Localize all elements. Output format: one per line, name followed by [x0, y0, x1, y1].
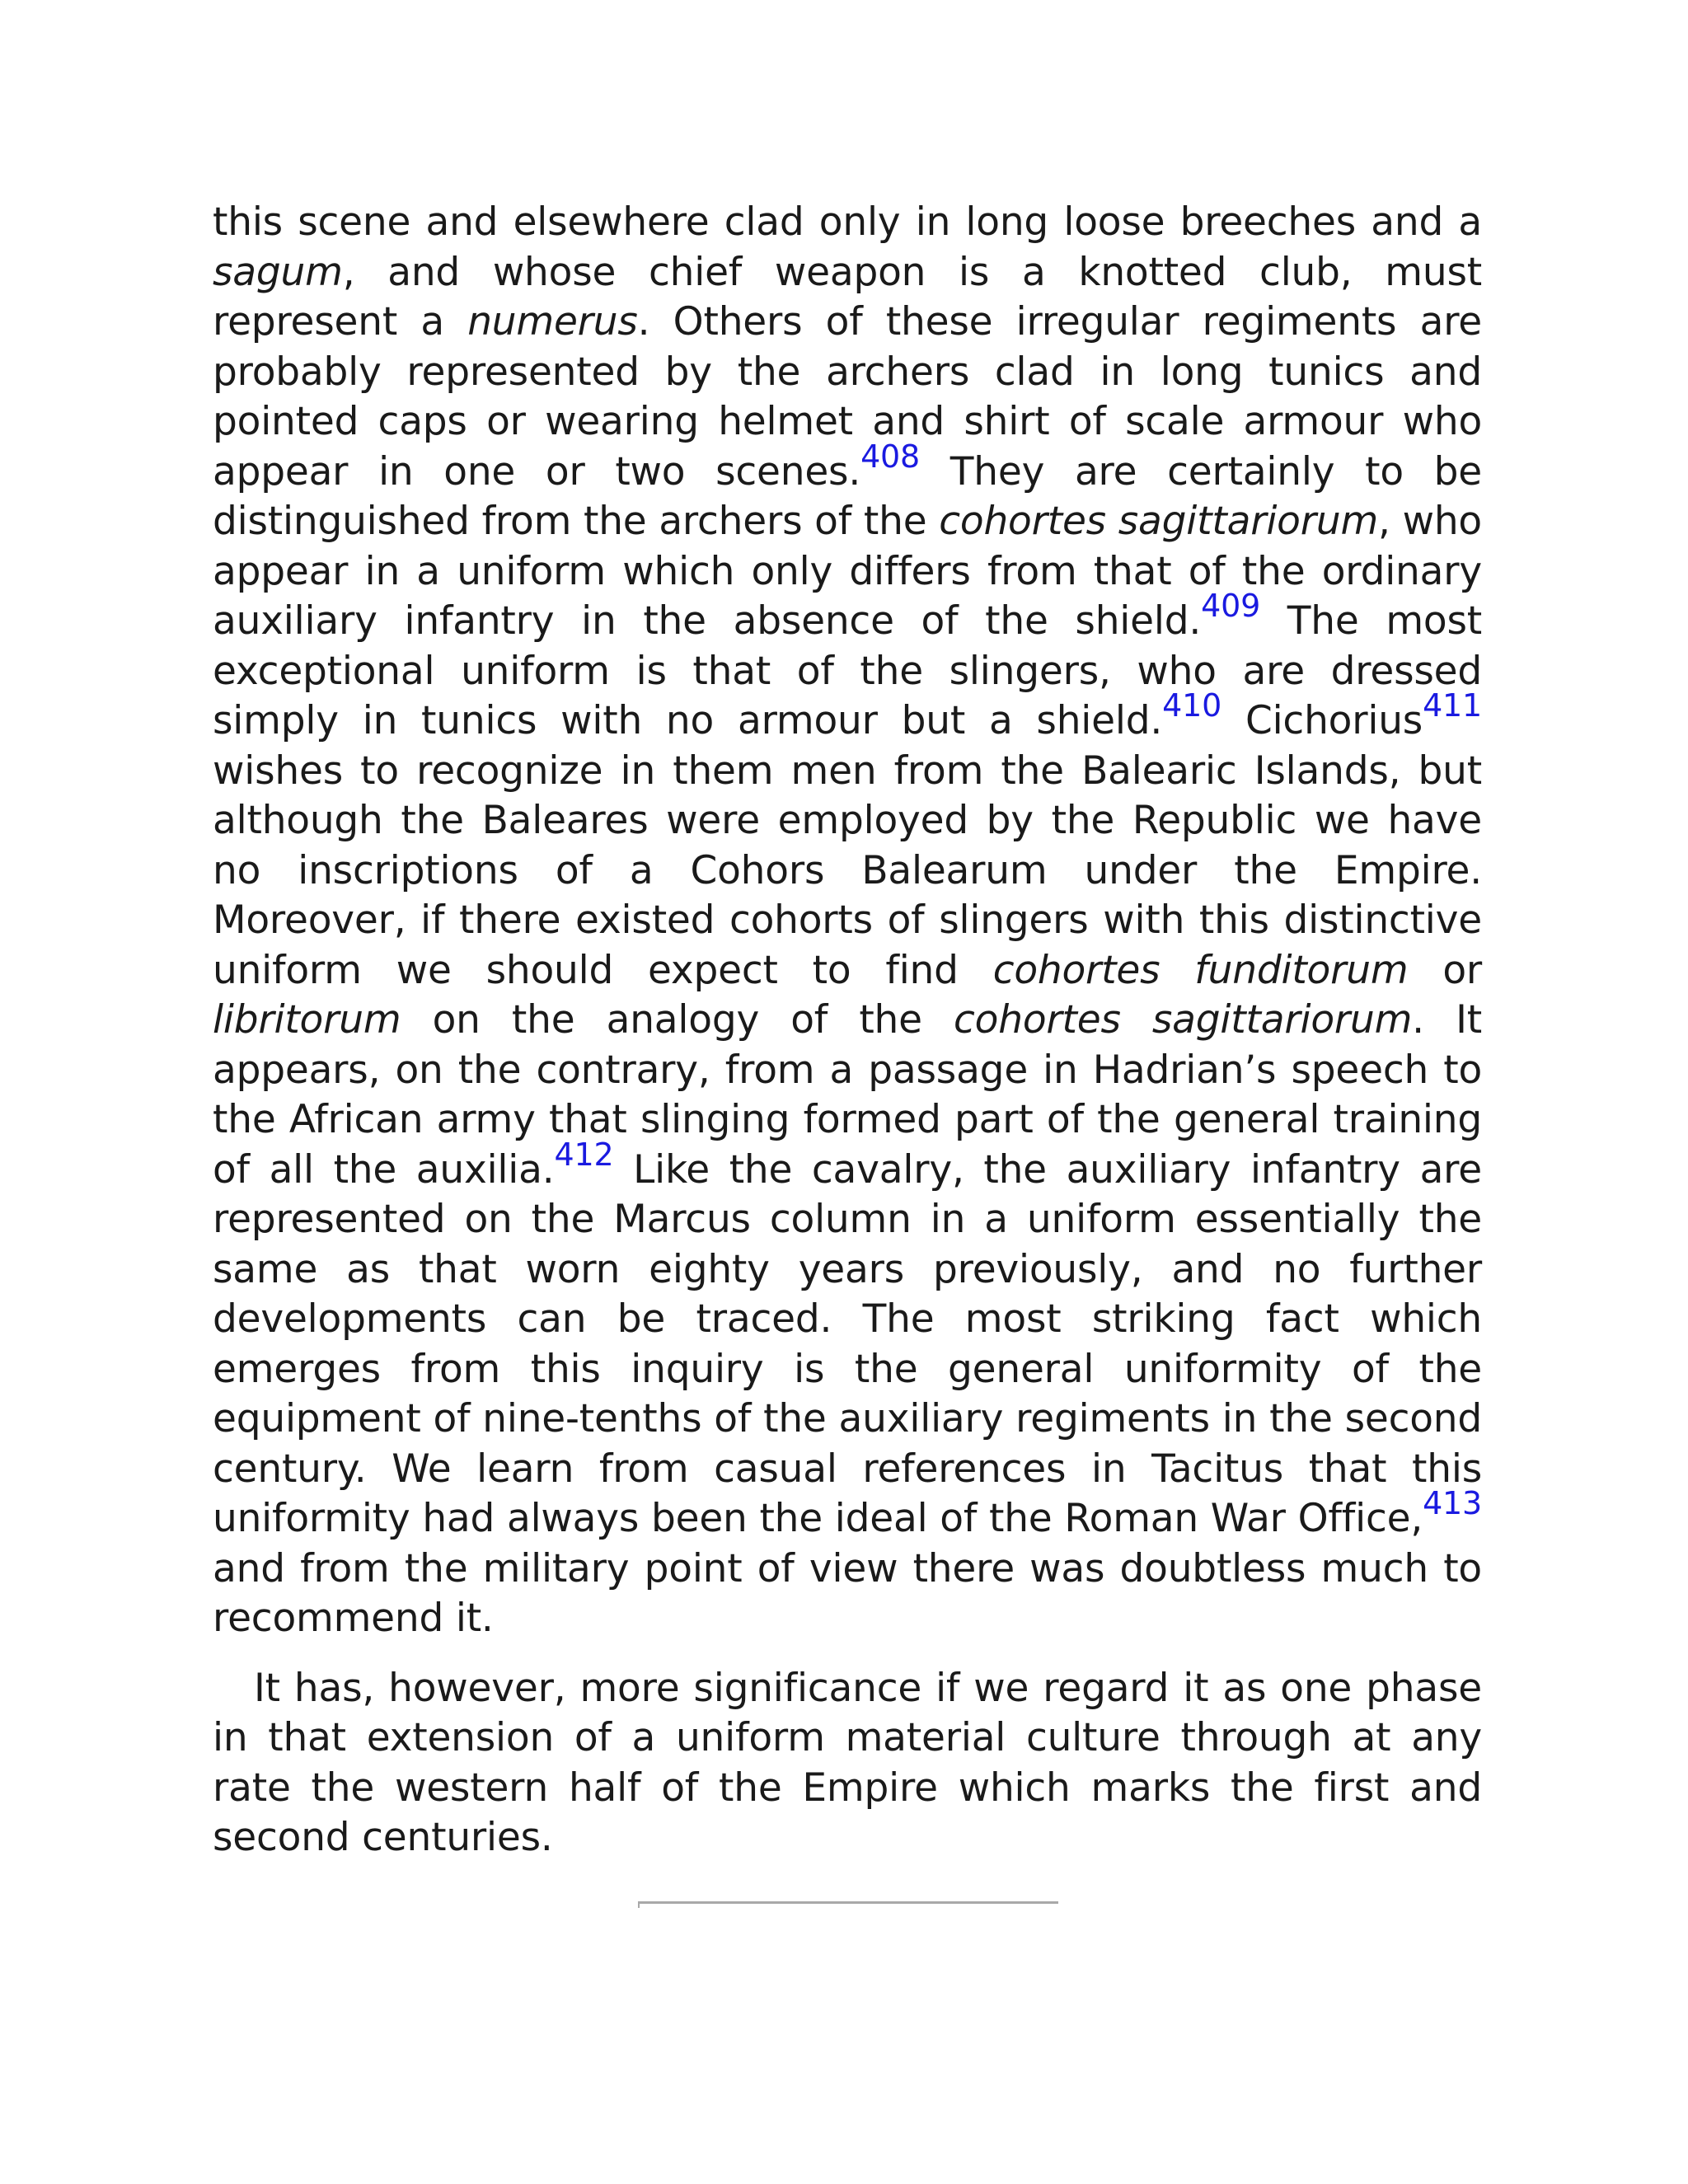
text-run: , and whose chief weapon is a knotted club, must represent a — [213, 249, 1482, 344]
text-run: or — [1408, 947, 1482, 993]
italic-term-numerus: numerus — [467, 299, 638, 344]
text-run: wishes to recognize in them men from the Balearic Islands, but although the Baleares were employed by the Republic we have no inscriptions of a Cohors Balearum under the Empire. Moreover, if there existed cohorts of slingers with this distinctive uniform we should expect to find — [213, 748, 1482, 993]
footnote-link-413[interactable]: 413 — [1423, 1485, 1482, 1522]
text-run: and from the military point of view there was doubtless much to recommend it. — [213, 1545, 1482, 1641]
italic-term-sagum: sagum — [213, 249, 343, 295]
section-divider — [638, 1901, 1058, 1904]
paragraph-2: It has, however, more significance if we regard it as one phase in that extension of a uniform material culture through at any rate the western half of the Empire which marks the first and second centuries. — [213, 1665, 1482, 1860]
italic-term-cohortes-sagittariorum: cohortes sagittariorum — [954, 997, 1413, 1043]
italic-term-libritorum: libritorum — [213, 997, 401, 1043]
italic-term-cohortes-funditorum: cohortes funditorum — [992, 947, 1409, 993]
text-run: , who appear in a uniform which only differs from that of the ordinary auxiliary infantry in the absence of the shield. — [213, 499, 1482, 644]
text-run: The most exceptional uniform is that of the slingers, who are dressed simply in tunics with no armour but a shield. — [213, 598, 1482, 743]
text-run: Like the cavalry, the auxiliary infantry are represented on the Marcus column in a uniform essentially the same as that worn eighty years previously, and no further developments can be traced. The most striking fact which emerges from this inquiry is the general uniformity of the equipment of nine-tenths of the auxiliary regiments in the second century. We learn from casual references in Tacitus that this uniformity had always been the ideal of the Roman War Office, — [213, 1146, 1482, 1541]
footnote-link-411[interactable]: 411 — [1423, 687, 1483, 724]
text-run: this scene and elsewhere clad only in long loose breeches and a — [213, 199, 1482, 245]
footnote-link-410[interactable]: 410 — [1162, 687, 1222, 724]
text-run: Cichorius — [1221, 698, 1423, 743]
text-run: on the analogy of the — [401, 997, 954, 1043]
page-body — [213, 198, 1482, 1863]
footnote-link-412[interactable]: 412 — [554, 1136, 614, 1173]
footnote-link-409[interactable]: 409 — [1201, 588, 1261, 625]
footnote-link-408[interactable]: 408 — [860, 438, 921, 475]
text-run: They are certainly to be distinguished from the archers of the — [213, 448, 1482, 544]
italic-term-cohortes-sagittariorum: cohortes sagittariorum — [939, 499, 1379, 544]
text-run: . Others of these irregular regiments are probably represented by the archers clad in long tunics and pointed caps or wearing helmet and shirt of scale armour who appear in one or two scenes. — [213, 299, 1482, 494]
paragraph-1 — [213, 198, 1482, 1644]
text-run: . It appears, on the contrary, from a passage in Hadrian’s speech to the African army that slinging formed part of the general training of all the auxilia. — [213, 997, 1482, 1193]
